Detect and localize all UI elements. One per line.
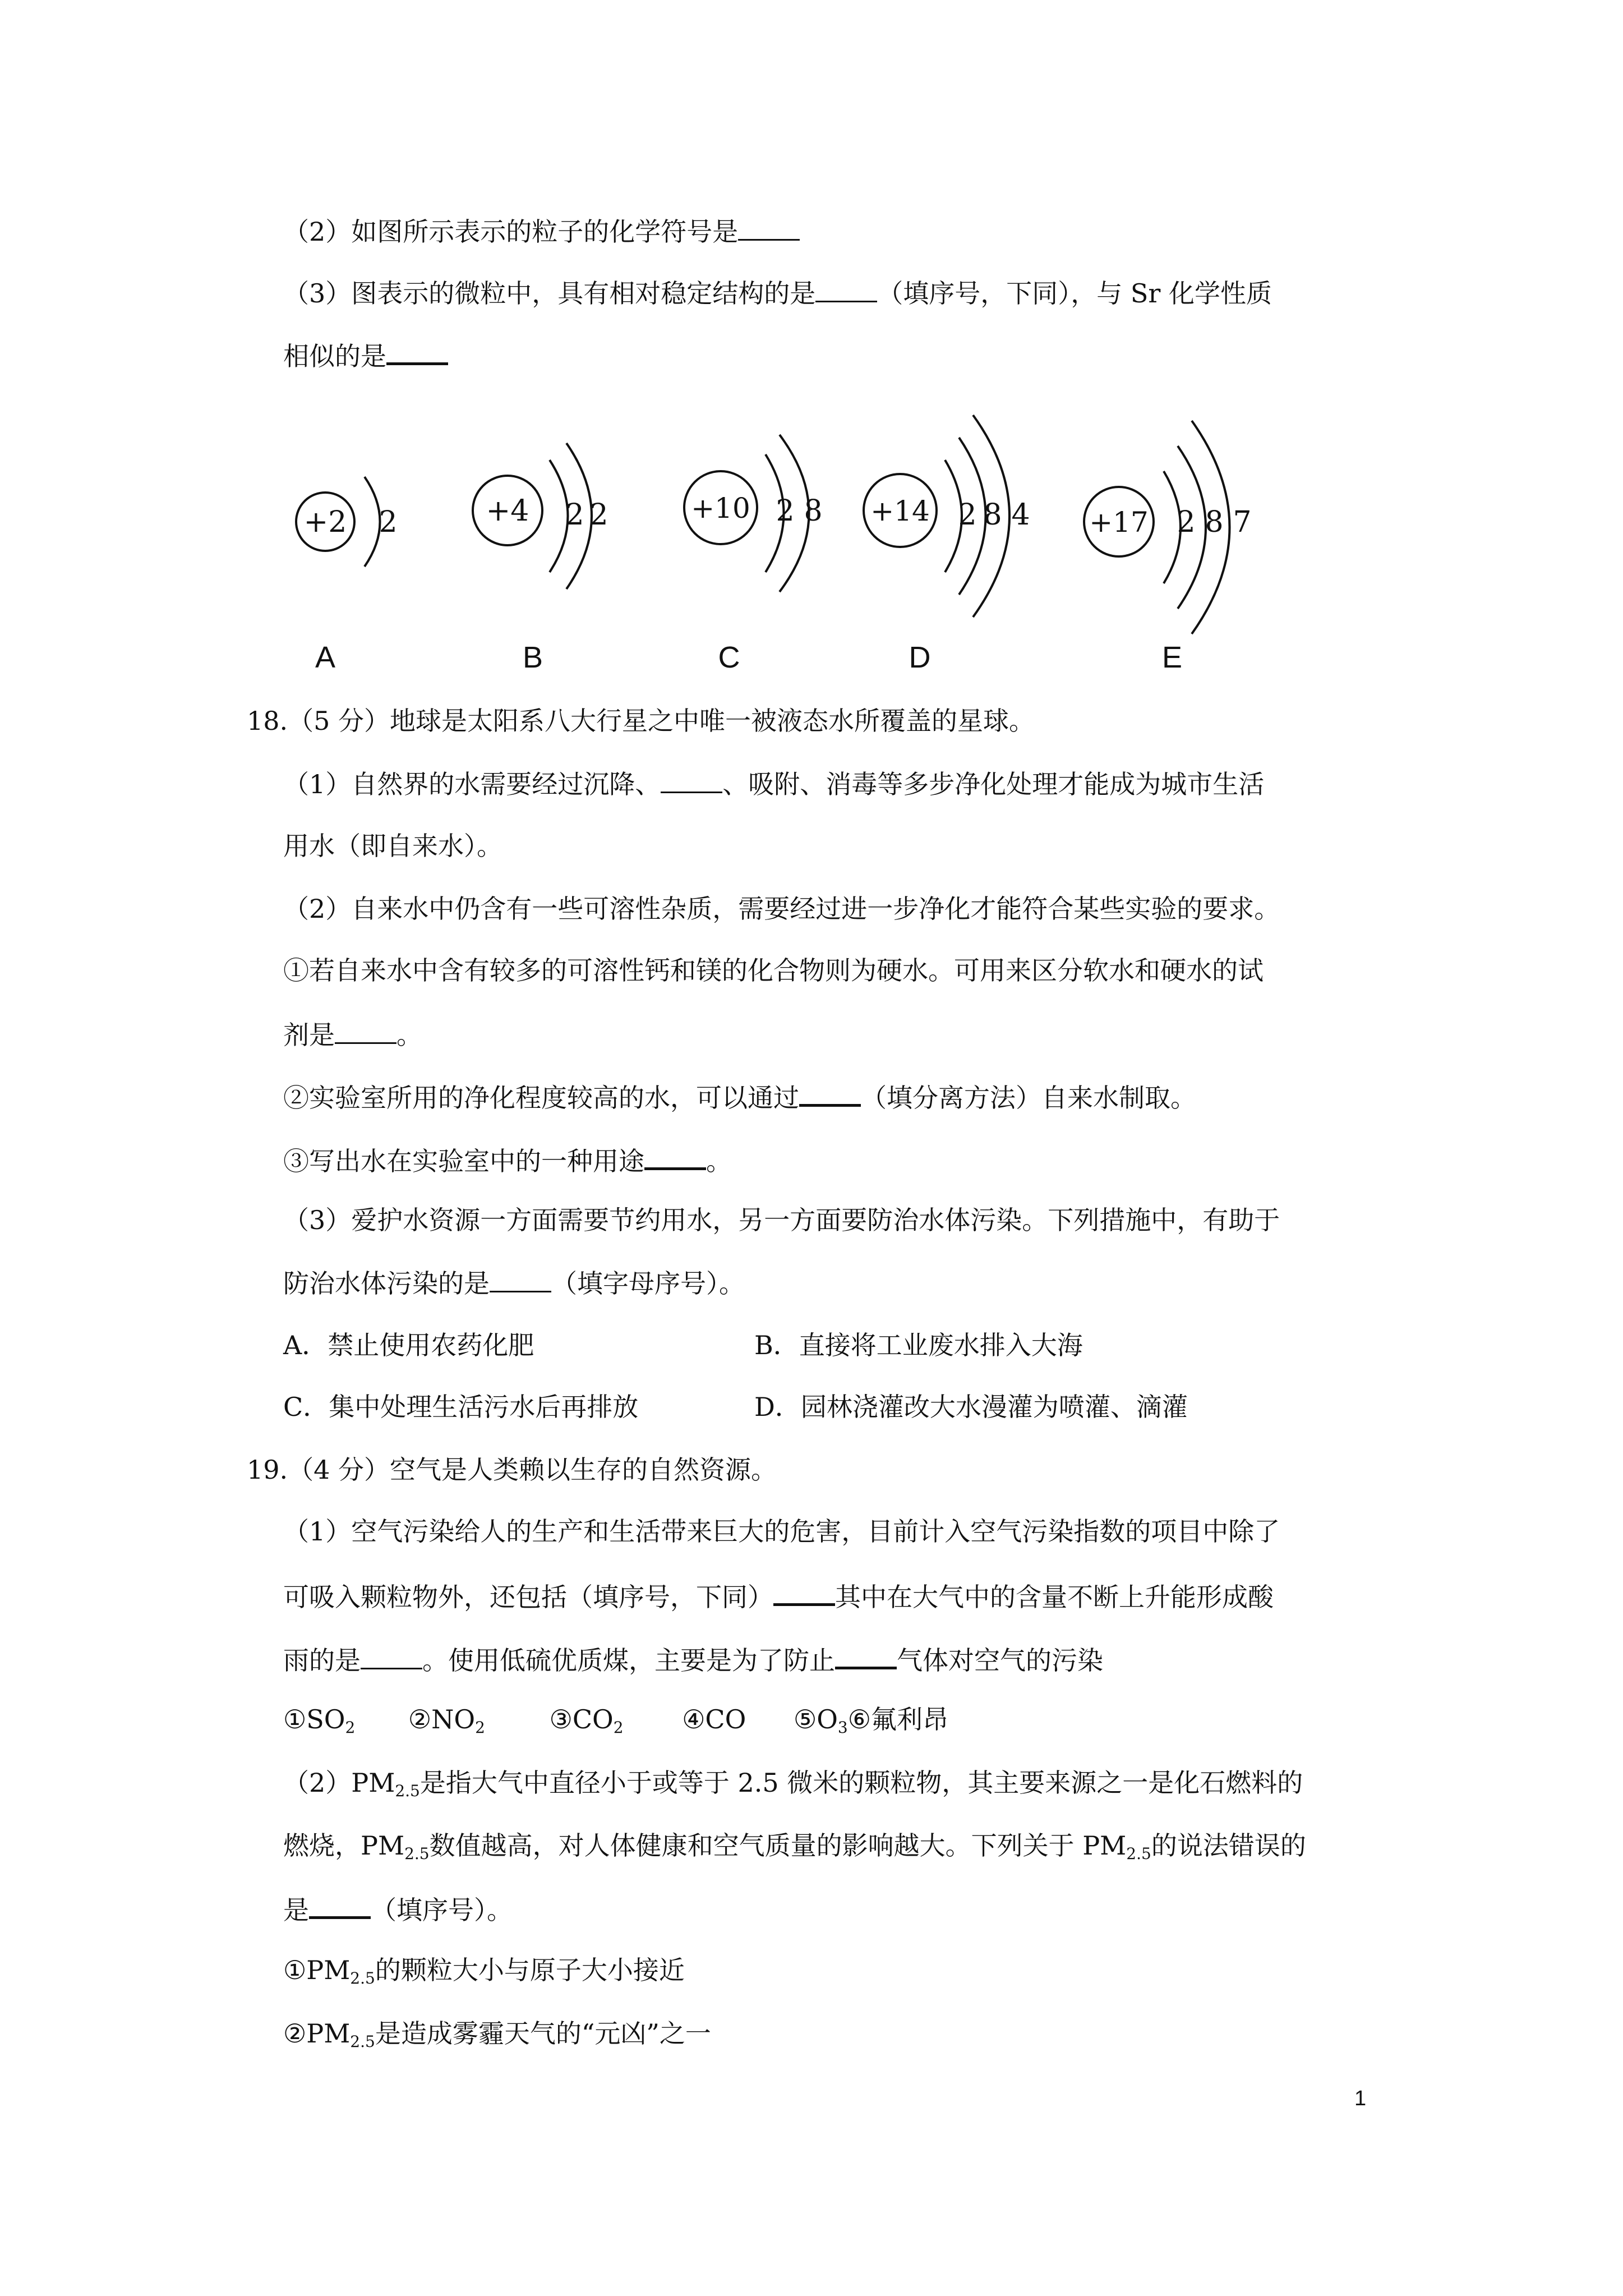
q17-part3-line2: 相似的是 xyxy=(283,337,448,370)
diagram-d xyxy=(864,415,1030,674)
answer-blank[interactable] xyxy=(644,1142,706,1170)
electron-shell xyxy=(365,477,380,567)
q18-option-a: A．禁止使用农药化肥 xyxy=(283,1330,534,1360)
q18-option-b: B．直接将工业废水排入大海 xyxy=(754,1330,1083,1360)
nucleus-charge: +2 xyxy=(303,505,347,539)
electron-count: 2 xyxy=(589,498,608,532)
q18-part2-ii: ②实验室所用的净化程度较高的水，可以通过 （填分离方法）自来水制取。 xyxy=(283,1078,1196,1112)
q18-part1: （1）自然界的水需要经过沉降、 、吸附、消毒等多步净化处理才能成为城市生活 xyxy=(283,766,1264,799)
q17-part2: （2）如图所示表示的粒子的化学符号是 xyxy=(283,213,800,247)
answer-blank[interactable] xyxy=(835,1641,897,1669)
electron-count: 8 xyxy=(1205,505,1224,539)
q19-substance-list xyxy=(283,1703,948,1736)
electron-count: 7 xyxy=(1233,505,1252,539)
electron-count: 8 xyxy=(804,494,823,528)
q19-option-1: $①PM_{2.5}$的颗粒大小与原子大小接近 xyxy=(283,1955,685,1987)
diagram-label: B xyxy=(522,641,543,674)
list-item: $⑤O_3⑥$氟利昂 xyxy=(793,1704,948,1737)
nucleus-charge: +10 xyxy=(691,492,750,524)
diagram-b xyxy=(473,443,608,674)
q17-part3: （3）图表示的微粒中，具有相对稳定结构的是 （填序号，下同），与 Sr 化学性质 xyxy=(283,275,1272,309)
electron-count: 4 xyxy=(1011,498,1030,532)
q18-part2: （2）自来水中仍含有一些可溶性杂质，需要经过进一步净化才能符合某些实验的要求。 xyxy=(283,894,1280,924)
diagram-label: D xyxy=(909,641,931,674)
q18-part3-line2: 防治水体污染的是 （填字母序号）。 xyxy=(283,1265,745,1299)
q18-part2-i: ①若自来水中含有较多的可溶性钙和镁的化合物则为硬水。可用来区分软水和硬水的试 xyxy=(283,955,1264,986)
answer-blank[interactable] xyxy=(490,1265,551,1292)
list-item: $①SO_2$ xyxy=(283,1704,356,1737)
answer-blank[interactable] xyxy=(386,337,448,365)
q19-part1-line2: 可吸入颗粒物外，还包括（填序号，下同） 其中在大气中的含量不断上升能形成酸 xyxy=(283,1577,1274,1611)
diagram-label: E xyxy=(1161,641,1183,674)
q19-title: 19.（4 分）空气是人类赖以生存的自然资源。 xyxy=(247,1455,777,1485)
answer-blank[interactable] xyxy=(335,1016,396,1044)
page-number: 1 xyxy=(1354,2087,1367,2110)
answer-blank[interactable] xyxy=(738,213,800,241)
diagram-e xyxy=(1084,421,1252,674)
q18-part2-i-line2: 剂是 。 xyxy=(283,1016,422,1050)
q18-part1-line2: 用水（即自来水）。 xyxy=(283,831,502,861)
list-item: $③CO_2$ xyxy=(549,1704,624,1737)
nucleus-charge: +14 xyxy=(870,495,930,527)
q18-part2-iii: ③写出水在实验室中的一种用途 。 xyxy=(283,1142,732,1175)
q18-option-d: D．园林浇灌改大水漫灌为喷灌、滴灌 xyxy=(754,1392,1188,1422)
electron-count: 2 xyxy=(379,505,398,539)
electron-count: 2 xyxy=(1177,505,1196,539)
diagram-label: C xyxy=(718,641,740,674)
list-item: ④CO xyxy=(682,1704,746,1734)
answer-blank[interactable] xyxy=(799,1078,861,1107)
electron-count: 8 xyxy=(983,498,1002,532)
nucleus-charge: +4 xyxy=(486,494,529,528)
q18-option-c: C．集中处理生活污水后再排放 xyxy=(283,1392,639,1422)
electron-count: 2 xyxy=(565,498,584,532)
q19-part1: （1）空气污染给人的生产和生活带来巨大的危害，目前计入空气污染指数的项目中除了 xyxy=(283,1516,1280,1547)
answer-blank[interactable] xyxy=(661,766,722,793)
electron-count: 2 xyxy=(958,498,977,532)
atomic-structure-diagrams xyxy=(280,381,1290,696)
q19-part2: $(2)PM_{2.5}$是指大气中直径小于或等于 2.5 微米的颗粒物，其主要来源之一是化石燃料的 xyxy=(283,1768,1303,1800)
nucleus-charge: +17 xyxy=(1089,506,1149,539)
answer-blank[interactable] xyxy=(361,1642,422,1669)
q19-part2-line3: 是 （填序号）。 xyxy=(283,1890,513,1924)
answer-blank[interactable] xyxy=(773,1577,835,1606)
q19-part2-line2: 燃烧，$PM_{2.5}$数值越高，对人体健康和空气质量的影响越大。下列关于 $PM_{2.5}$的说法错误的 xyxy=(283,1830,1306,1863)
electron-count: 2 xyxy=(776,494,795,528)
diagram-a xyxy=(296,477,398,674)
q19-part1-line3: 雨的是 。使用低硫优质煤，主要是为了防止 气体对空气的污染 xyxy=(283,1641,1103,1674)
q18-part3: （3）爱护水资源一方面需要节约用水，另一方面要防治水体污染。下列措施中，有助于 xyxy=(283,1205,1280,1235)
q19-option-2: $②PM_{2.5}$是造成雾霾天气的“元凶”之一 xyxy=(283,2018,711,2051)
diagram-label: A xyxy=(315,641,336,674)
q18-title: 18.（5 分）地球是太阳系八大行星之中唯一被液态水所覆盖的星球。 xyxy=(247,706,1035,736)
answer-blank[interactable] xyxy=(815,275,877,302)
list-item: $②NO_2$ xyxy=(408,1704,485,1737)
answer-blank[interactable] xyxy=(309,1890,371,1919)
diagram-c xyxy=(684,435,823,674)
